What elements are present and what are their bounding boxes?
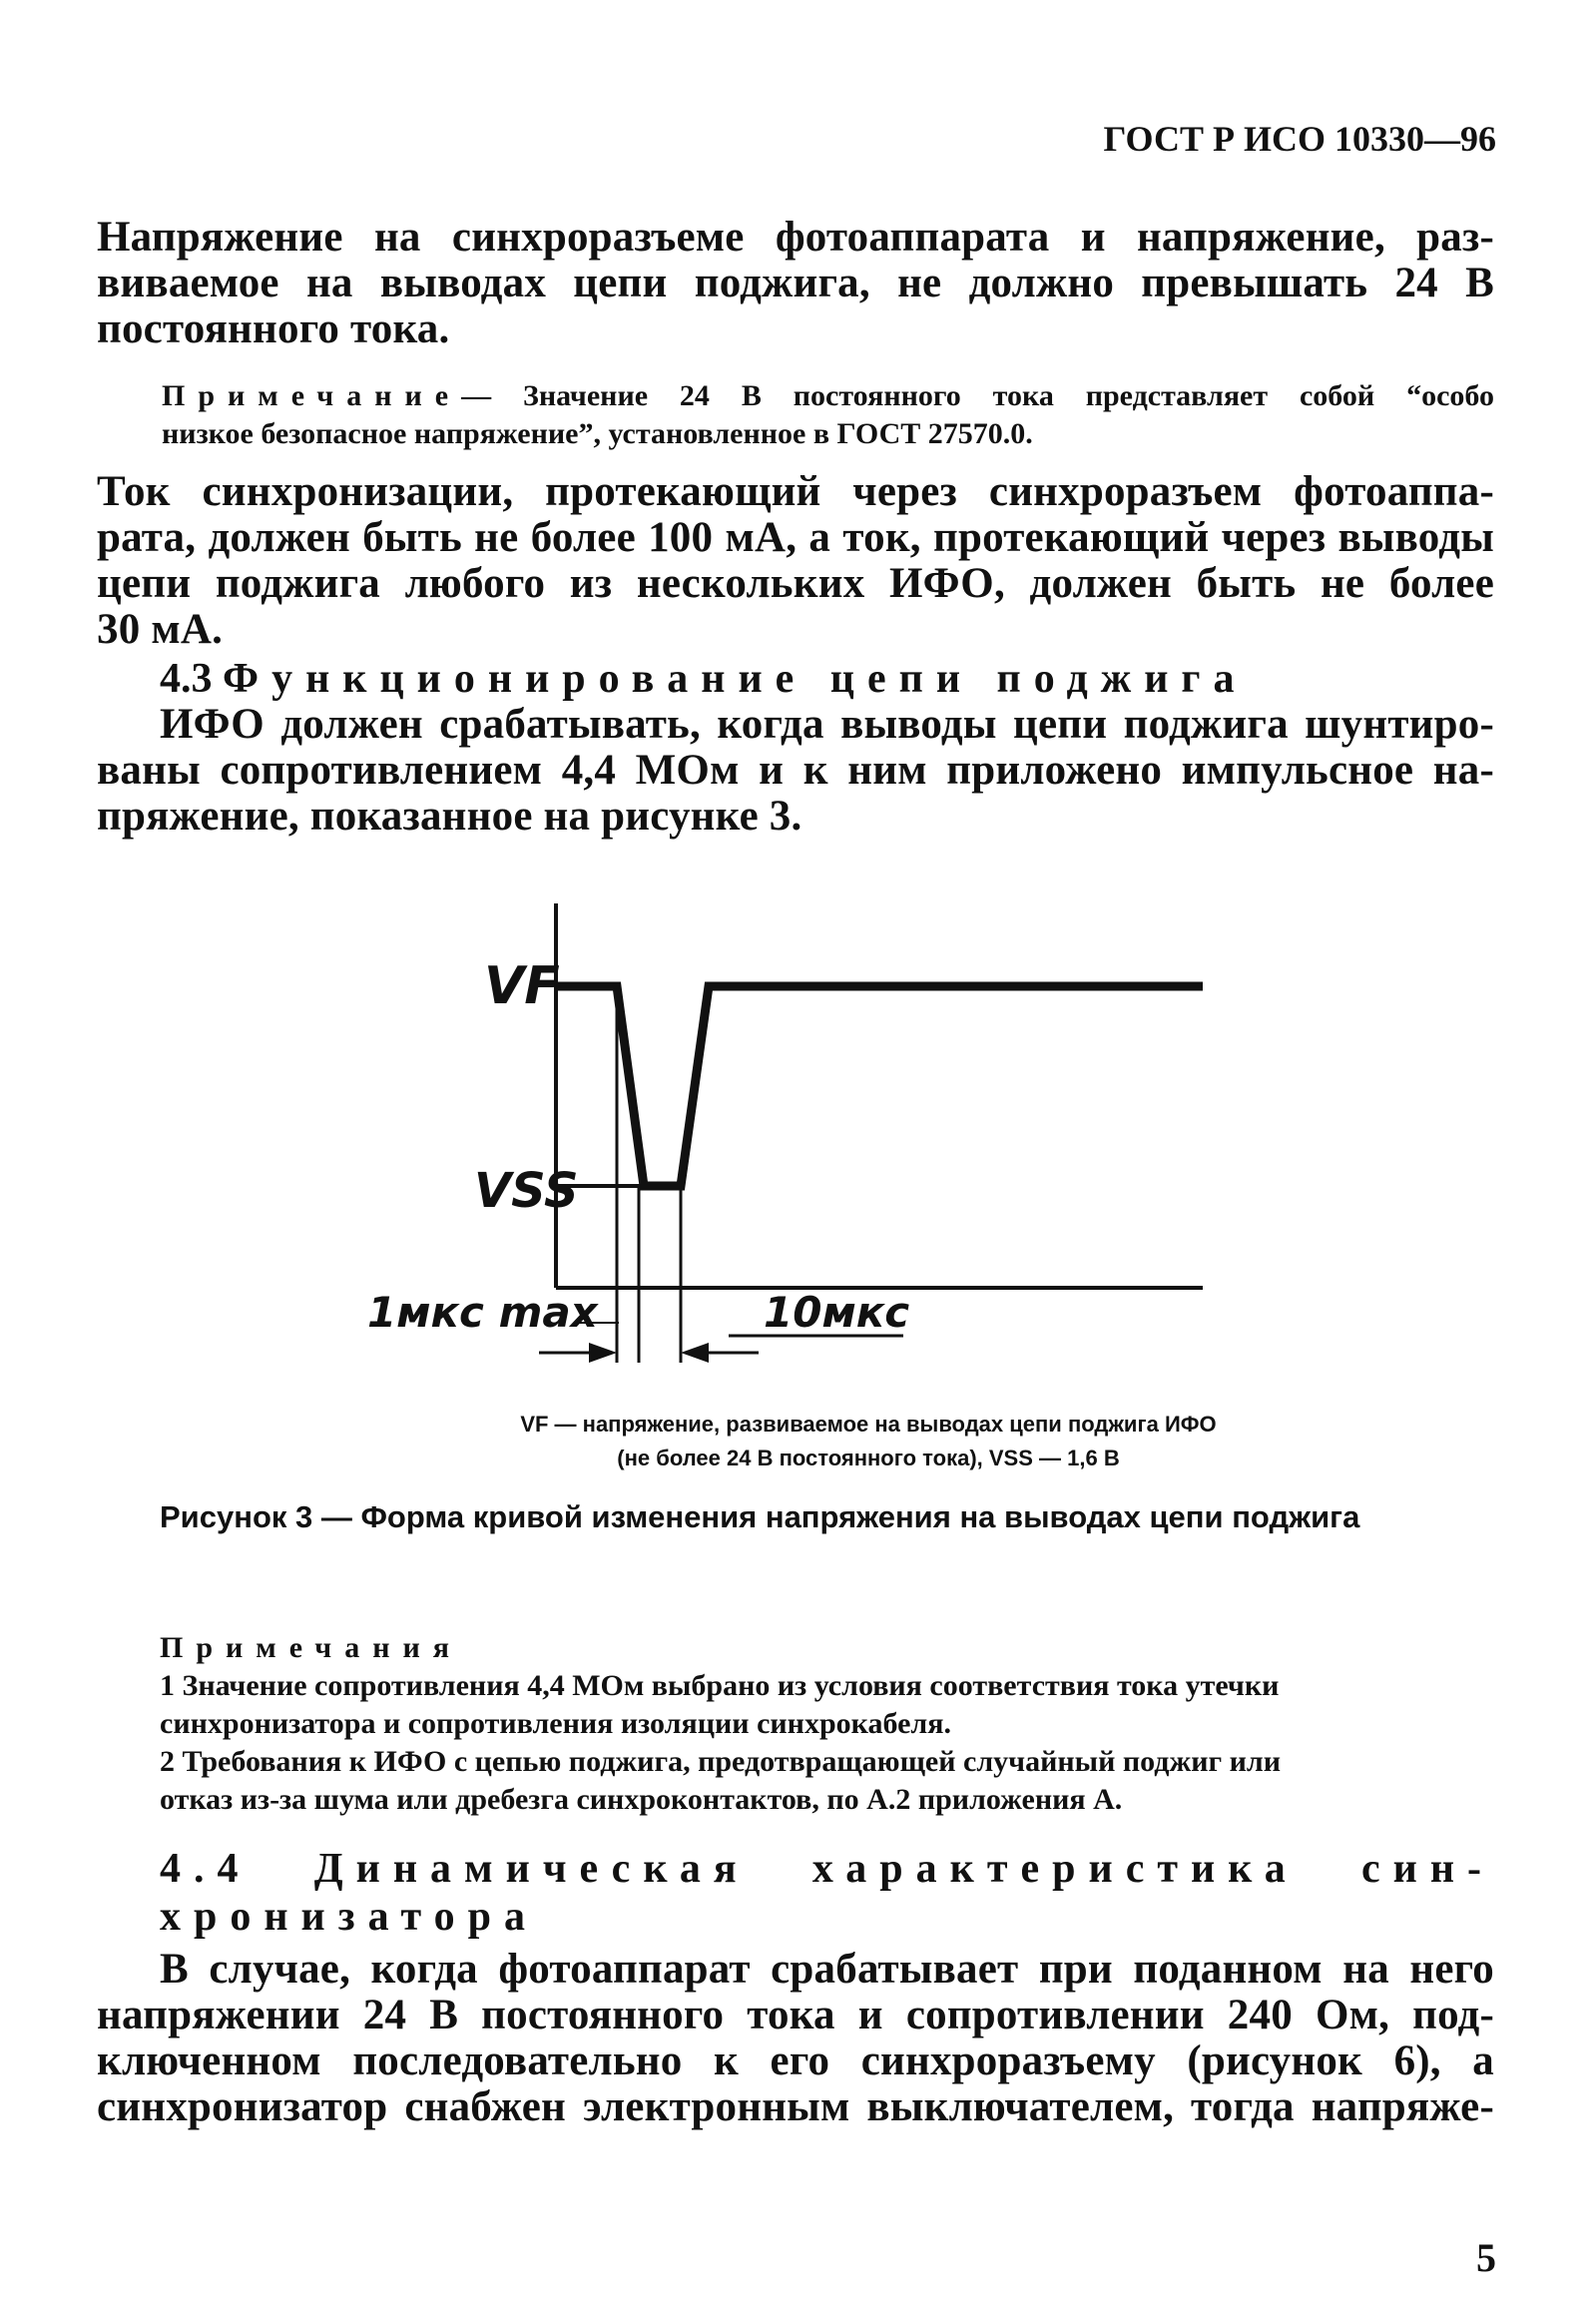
text-line: виваемое на выводах цепи поджига, не должно превышать 24 В [97, 260, 1494, 306]
text-line: Напряжение на синхроразъеме фотоаппарата и напряжение, раз- [97, 214, 1494, 261]
note-item: синхронизатора и сопротивления изоляции синхрокабеля. [160, 1707, 951, 1740]
notes-heading: Примечания [160, 1631, 463, 1664]
text-line: ключенном последовательно к его синхроразъему (рисунок 6), а [97, 2037, 1494, 2084]
arrow-1us-head [589, 1343, 617, 1363]
label-10us: 10мкс [764, 1288, 910, 1337]
text-line: 30 мА. [97, 606, 224, 653]
label-vf: VF [484, 956, 560, 1016]
section-number: 4.3 [160, 656, 213, 702]
figure-legend [519, 1408, 1218, 1475]
text-line: напряжении 24 В постоянного тока и сопротивлении 240 Ом, под- [97, 1992, 1494, 2038]
legend-line: (не более 24 В постоянного тока), VSS — 1,6 В [617, 1446, 1120, 1470]
legend-line: VF — напряжение, развиваемое на выводах цепи поджига ИФО [520, 1412, 1217, 1437]
standard-header: ГОСТ Р ИСО 10330—96 [1103, 119, 1496, 159]
notes-block [160, 1629, 1494, 1819]
waveform-line [556, 986, 1203, 1186]
section-title: Функционирование цепи поджига [223, 656, 1248, 702]
note-item: 1 Значение сопротивления 4,4 МОм выбрано из условия соответствия тока утечки [160, 1669, 1280, 1702]
text-line: низкое безопасное напряжение”, установленное в ГОСТ 27570.0. [162, 417, 1033, 450]
label-vss: VSS [474, 1163, 579, 1219]
figure-caption: Рисунок 3 — Форма кривой изменения напряжения на выводах цепи поджига [160, 1499, 1360, 1534]
text-line: рата, должен быть не более 100 мА, а ток, протекающий через выводы [97, 514, 1494, 561]
note-item: 2 Требования к ИФО с цепью поджига, предотвращающей случайный поджиг или [160, 1745, 1282, 1778]
note-item: отказ из-за шума или дребезга синхроконтактов, по А.2 приложения А. [160, 1783, 1123, 1816]
label-1us-max: 1мкс max [367, 1288, 598, 1337]
page-number: 5 [1476, 2235, 1496, 2280]
text-line: пряжение, показанное на рисунке 3. [97, 793, 802, 840]
note-text: — Значение 24 В постоянного тока представляет собой “особо [461, 379, 1494, 412]
section-title-line: хронизатора [160, 1894, 538, 1940]
text-line: синхронизатор снабжен электронным выключателем, тогда напряже- [97, 2083, 1494, 2130]
text-line: цепи поджига любого из нескольких ИФО, должен быть не более [97, 560, 1494, 607]
text-line: ИФО должен срабатывать, когда выводы цепи поджига шунтиро- [160, 701, 1494, 748]
arrow-10us-head [681, 1343, 709, 1363]
text-line: постоянного тока. [97, 305, 450, 352]
text-line: Ток синхронизации, протекающий через синхроразъем фотоаппа- [97, 468, 1494, 515]
text-line: ваны сопротивлением 4,4 МОм и к ним приложено импульсное на- [97, 747, 1494, 794]
paragraph-sync-dynamic [97, 1947, 1494, 2130]
section-title-line: 4.4 Динамическая характеристика син- [160, 1846, 1494, 1892]
section-heading-4-4 [160, 1845, 1494, 1941]
text-line: В случае, когда фотоаппарат срабатывает при поданном на него [160, 1946, 1494, 1993]
note-label: Примечание [162, 379, 462, 412]
